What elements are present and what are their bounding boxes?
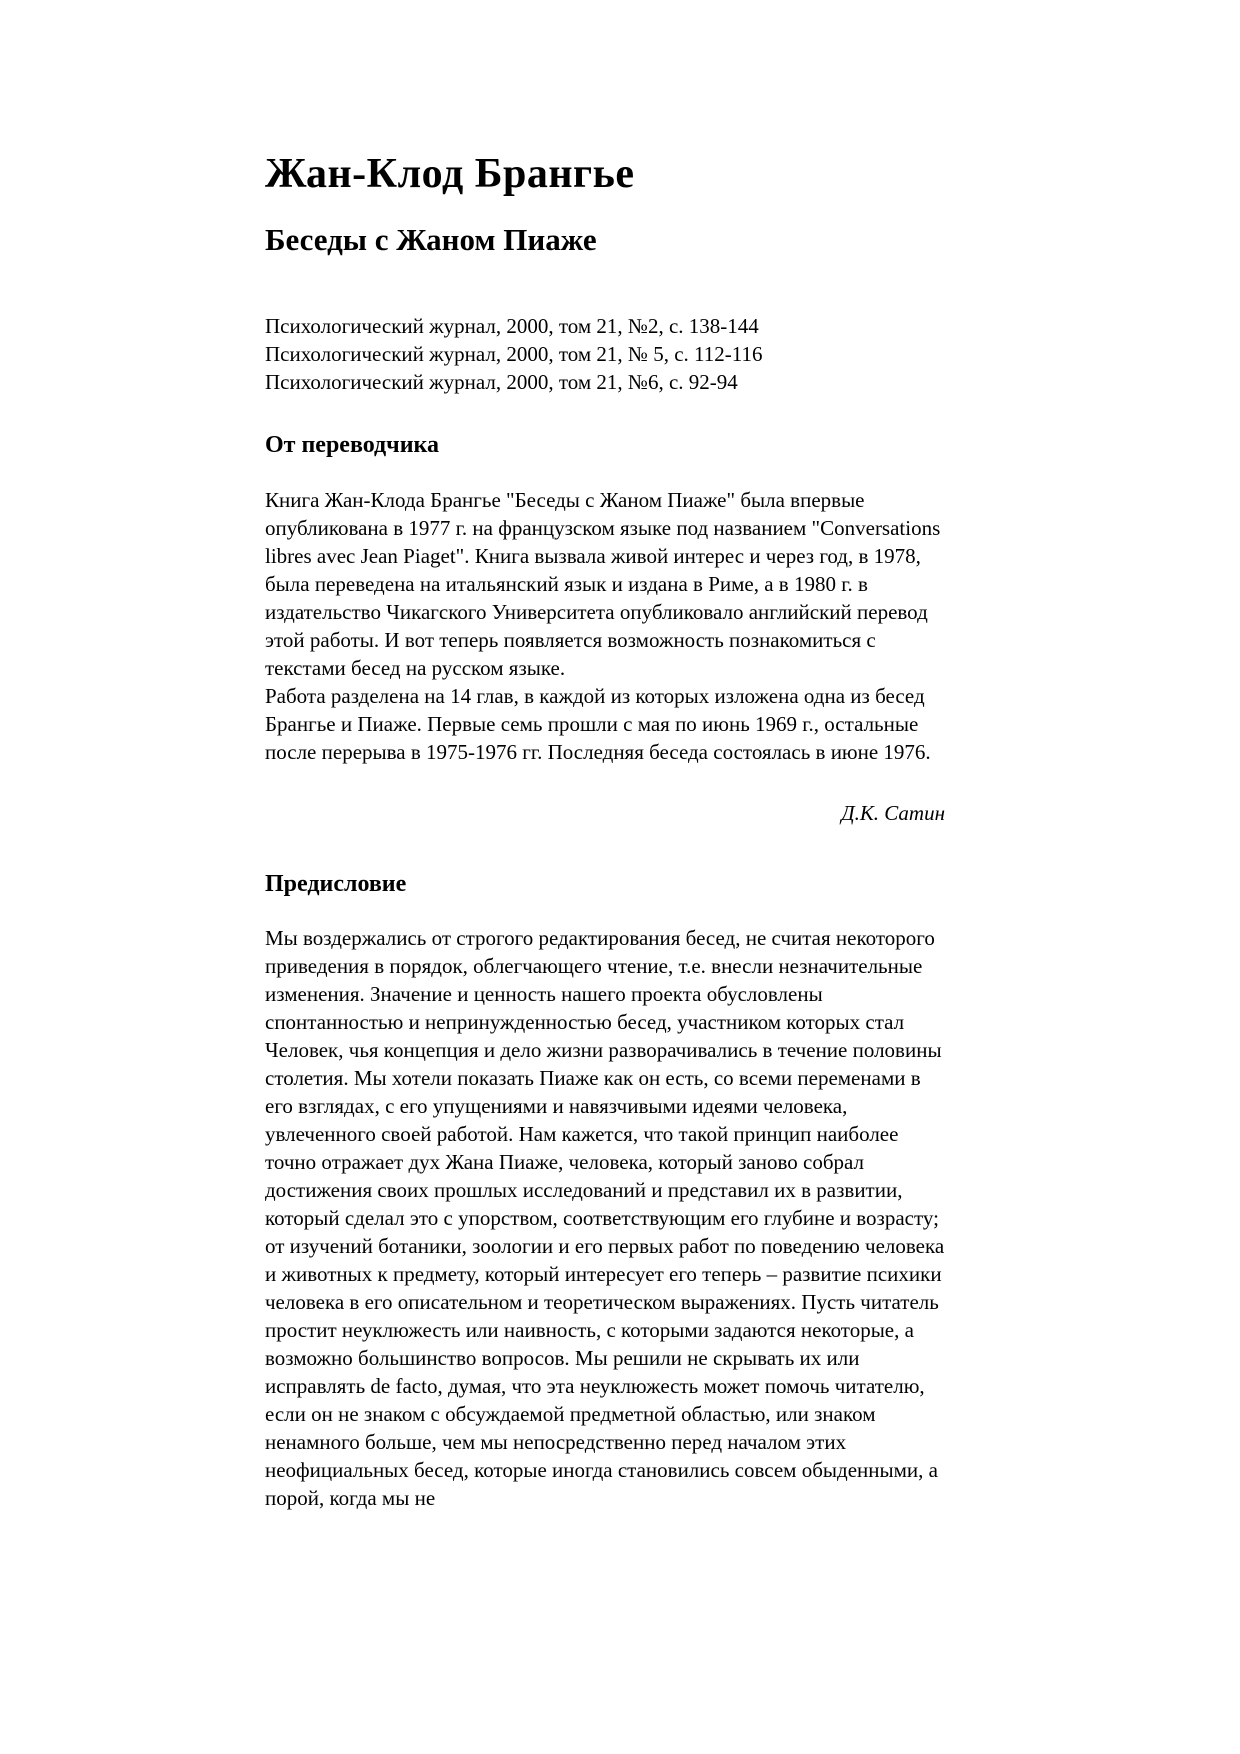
journal-references	[265, 312, 945, 396]
journal-reference-3: Психологический журнал, 2000, том 21, №6, с. 92-94	[265, 370, 738, 394]
preface-paragraph-1: Мы воздержались от строгого редактирования бесед, не считая некоторого приведения в порядок, облегчающего чтение, т.е. внесли незначительные изменения. Значение и ценность нашего проекта обусловлены спонтанностью и непринужденностью бесед, участником которых стал Человек, чья концепция и дело жизни разворачивались в течение половины столетия. Мы хотели показать Пиаже как он есть, со всеми переменами в его взглядах, с его упущениями и навязчивыми идеями человека, увлеченного своей работой. Нам кажется, что такой принцип наиболее точно отражает дух Жана Пиаже, человека, который заново собрал достижения своих прошлых исследований и представил их в развитии, который сделал это с упорством, соответствующим его глубине и возрасту; от изучений ботаники, зоологии и его первых работ по поведению человека и животных к предмету, который интересует его теперь – развитие психики человека в его описательном и теоретическом выражениях. Пусть читатель простит неуклюжесть или наивность, с которыми задаются некоторые, а возможно большинство вопросов. Мы решили не скрывать их или исправлять de facto, думая, что эта неуклюжесть может помочь читателю, если он не знаком с обсуждаемой предметной областью, или знаком ненамного больше, чем мы непосредственно перед началом этих неофициальных бесед, которые иногда становились совсем обыденными, а порой, когда мы не	[265, 926, 945, 1510]
document-subtitle: Беседы с Жаном Пиаже	[265, 222, 597, 257]
translator-note-text	[265, 486, 945, 766]
translator-note-paragraph-2: Работа разделена на 14 глав, в каждой из которых изложена одна из бесед Брангье и Пиаже. Первые семь прошли с мая по июнь 1969 г., остальные после перерыва в 1975-1976 гг. Последняя беседа состоялась в июне 1976.	[265, 684, 931, 764]
section-heading-preface: Предисловие	[265, 871, 407, 897]
translator-note-paragraph-1: Книга Жан-Клода Брангье "Беседы с Жаном Пиаже" была впервые опубликована в 1977 г. на французском языке под названием "Conversations libres avec Jean Piaget". Книга вызвала живой интерес и через год, в 1978, была переведена на итальянский язык и издана в Риме, а в 1980 г. в издательство Чикагского Университета опубликовало английский перевод этой работы. И вот теперь появляется возможность познакомиться с текстами бесед на русском языке.	[265, 488, 941, 680]
journal-reference-1: Психологический журнал, 2000, том 21, №2, с. 138-144	[265, 314, 759, 338]
preface-text	[265, 924, 945, 1512]
document-title: Жан-Клод Брангье	[265, 151, 635, 197]
document-content	[265, 148, 945, 1512]
journal-reference-2: Психологический журнал, 2000, том 21, № 5, с. 112-116	[265, 342, 763, 366]
translator-signature: Д.К. Сатин	[841, 801, 945, 825]
section-heading-translator-note: От переводчика	[265, 432, 440, 458]
